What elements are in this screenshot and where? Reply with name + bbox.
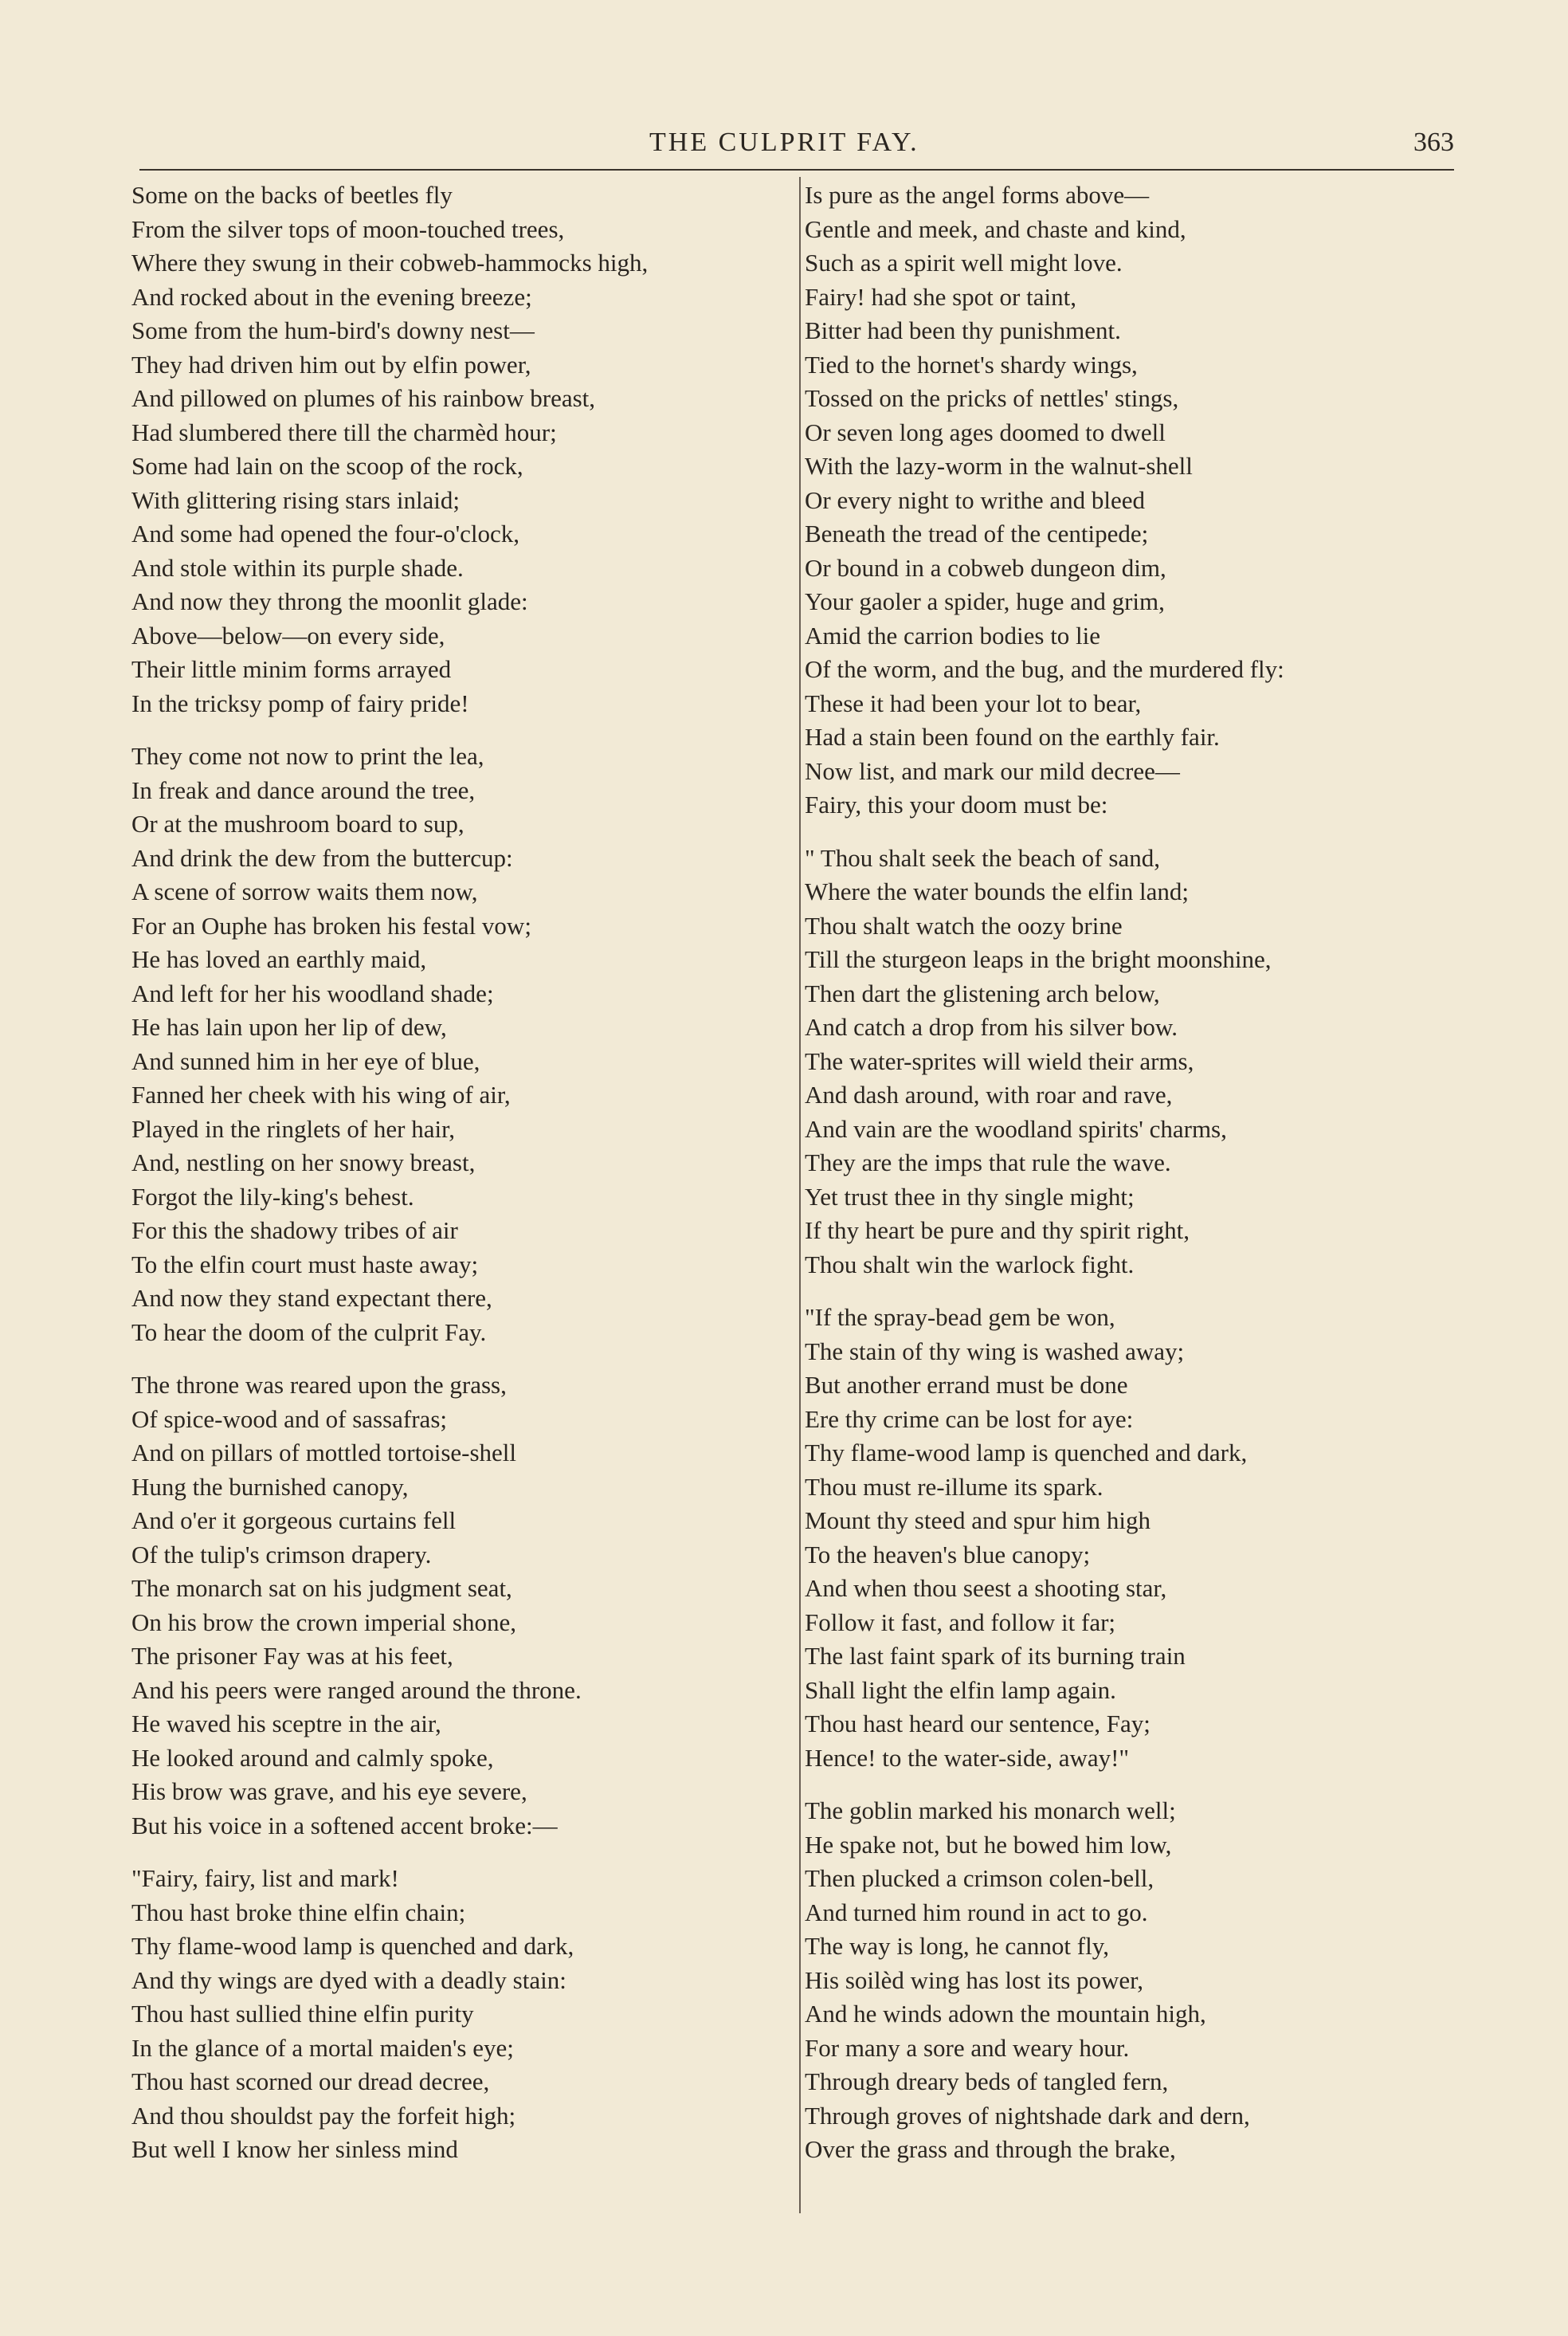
stanza xyxy=(131,1862,801,2167)
verse-line: He has lain upon her lip of dew, xyxy=(131,1013,447,1041)
verse-line: His soilèd wing has lost its power, xyxy=(805,1965,1143,1994)
verse-line: For an Ouphe has broken his festal vow; xyxy=(131,911,531,940)
verse-line: The last faint spark of its burning train xyxy=(805,1642,1186,1670)
verse-line: Their little minim forms arrayed xyxy=(131,655,452,683)
verse-line: Amid the carrion bodies to lie xyxy=(805,621,1101,650)
verse-line: And some had opened the four-o'clock, xyxy=(131,520,520,548)
verse-line: Had slumbered there till the charmèd hour; xyxy=(131,418,557,446)
verse-line: Thou hast scorned our dread decree, xyxy=(131,2067,490,2095)
verse-line: Or seven long ages doomed to dwell xyxy=(805,418,1166,446)
verse-line: The throne was reared upon the grass, xyxy=(131,1371,507,1399)
verse-line: And turned him round in act to go. xyxy=(805,1898,1148,1926)
verse-line: From the silver tops of moon-touched trees, xyxy=(131,214,565,243)
verse-line: And he winds adown the mountain high, xyxy=(805,2000,1206,2028)
verse-line: And now they stand expectant there, xyxy=(131,1284,492,1312)
verse-line: Through groves of nightshade dark and dern, xyxy=(805,2101,1250,2130)
verse-line: Where they swung in their cobweb-hammocks high, xyxy=(131,249,649,277)
verse-line: Above—below—on every side, xyxy=(131,621,445,650)
verse-line: Tossed on the pricks of nettles' stings, xyxy=(805,384,1179,412)
verse-line: A scene of sorrow waits them now, xyxy=(131,877,478,905)
verse-line: But well I know her sinless mind xyxy=(131,2135,458,2163)
verse-line: Of spice-wood and of sassafras; xyxy=(131,1404,447,1433)
verse-line: Of the worm, and the bug, and the murdered fly: xyxy=(805,655,1284,683)
verse-line: Played in the ringlets of her hair, xyxy=(131,1114,455,1143)
verse-line: Thou hast sullied thine elfin purity xyxy=(131,2000,474,2028)
verse-line: Where the water bounds the elfin land; xyxy=(805,877,1190,905)
verse-line: And thou shouldst pay the forfeit high; xyxy=(131,2101,516,2130)
verse-line: For many a sore and weary hour. xyxy=(805,2033,1130,2062)
verse-line: But his voice in a softened accent broke:— xyxy=(131,1811,558,1839)
verse-line: Of the tulip's crimson drapery. xyxy=(131,1540,432,1568)
verse-line: And sunned him in her eye of blue, xyxy=(131,1046,480,1075)
verse-line: Or every night to writhe and bleed xyxy=(805,485,1145,514)
verse-line: These it had been your lot to bear, xyxy=(805,689,1142,717)
verse-line: Now list, and mark our mild decree— xyxy=(805,756,1180,785)
verse-line: In freak and dance around the tree, xyxy=(131,775,476,804)
verse-line: And left for her his woodland shade; xyxy=(131,979,494,1007)
verse-line: They come not now to print the lea, xyxy=(131,742,484,770)
verse-line: Fairy! had she spot or taint, xyxy=(805,282,1076,311)
verse-line: Thy flame-wood lamp is quenched and dark, xyxy=(805,1439,1248,1466)
verse-line: Hung the burnished canopy, xyxy=(131,1472,409,1501)
stanza xyxy=(131,1368,801,1843)
right-column xyxy=(805,179,1466,2186)
stanza xyxy=(131,179,801,720)
verse-line: Gentle and meek, and chaste and kind, xyxy=(805,214,1186,243)
verse-line: Over the grass and through the brake, xyxy=(805,2135,1176,2163)
verse-line: The goblin marked his monarch well; xyxy=(805,1796,1176,1824)
verse-line: The prisoner Fay was at his feet, xyxy=(131,1642,453,1670)
left-column xyxy=(131,179,801,2186)
stanza xyxy=(131,740,801,1349)
verse-line: Thy flame-wood lamp is quenched and dark, xyxy=(131,1932,574,1960)
verse-line: And dash around, with roar and rave, xyxy=(805,1081,1173,1109)
verse-line: With glittering rising stars inlaid; xyxy=(131,485,461,514)
verse-line: To the heaven's blue canopy; xyxy=(805,1540,1091,1568)
verse-line: Then dart the glistening arch below, xyxy=(805,979,1160,1007)
verse-line: He waved his sceptre in the air, xyxy=(131,1710,441,1737)
verse-line: He spake not, but he bowed him low, xyxy=(805,1830,1172,1859)
verse-line: Fairy, this your doom must be: xyxy=(805,791,1108,819)
verse-line: Through dreary beds of tangled fern, xyxy=(805,2067,1169,2095)
verse-line: " Thou shalt seek the beach of sand, xyxy=(805,843,1160,872)
stanza xyxy=(805,1794,1466,2167)
verse-line: He looked around and calmly spoke, xyxy=(131,1743,494,1772)
verse-line: For this the shadowy tribes of air xyxy=(131,1216,458,1244)
stanza xyxy=(805,179,1466,823)
verse-line: And thy wings are dyed with a deadly stain: xyxy=(131,1965,566,1994)
verse-line: Shall light the elfin lamp again. xyxy=(805,1675,1116,1704)
verse-line: And, nestling on her snowy breast, xyxy=(131,1148,476,1176)
verse-line: Bitter had been thy punishment. xyxy=(805,316,1121,344)
verse-line: Or at the mushroom board to sup, xyxy=(131,810,465,838)
verse-line: Till the sturgeon leaps in the bright moonshine, xyxy=(805,945,1272,973)
stanza xyxy=(805,842,1466,1282)
verse-line: In the glance of a mortal maiden's eye; xyxy=(131,2033,514,2062)
verse-line: And now they throng the moonlit glade: xyxy=(131,587,528,615)
verse-line: The monarch sat on his judgment seat, xyxy=(131,1574,512,1602)
verse-line: And his peers were ranged around the throne. xyxy=(131,1675,582,1704)
verse-line: And on pillars of mottled tortoise-shell xyxy=(131,1439,517,1466)
verse-line: Thou shalt watch the oozy brine xyxy=(805,911,1123,940)
verse-line: Your gaoler a spider, huge and grim, xyxy=(805,587,1165,615)
verse-line: If thy heart be pure and thy spirit right, xyxy=(805,1216,1190,1244)
verse-line: Such as a spirit well might love. xyxy=(805,249,1123,277)
verse-line: Some had lain on the scoop of the rock, xyxy=(131,452,523,480)
verse-line: Some from the hum-bird's downy nest— xyxy=(131,316,535,344)
verse-line: "Fairy, fairy, list and mark! xyxy=(131,1864,399,1892)
verse-line: To hear the doom of the culprit Fay. xyxy=(131,1317,487,1346)
verse-line: And rocked about in the evening breeze; xyxy=(131,282,532,311)
verse-line: Thou hast broke thine elfin chain; xyxy=(131,1898,466,1926)
verse-line: Thou shalt win the warlock fight. xyxy=(805,1250,1135,1278)
verse-line: Mount thy steed and spur him high xyxy=(805,1506,1151,1534)
verse-line: Is pure as the angel forms above— xyxy=(805,181,1150,209)
verse-line: With the lazy-worm in the walnut-shell xyxy=(805,452,1193,480)
verse-line: "If the spray-bead gem be won, xyxy=(805,1303,1115,1331)
verse-line: The stain of thy wing is washed away; xyxy=(805,1337,1185,1365)
verse-line: Forgot the lily-king's behest. xyxy=(131,1182,414,1211)
verse-line: On his brow the crown imperial shone, xyxy=(131,1608,516,1636)
verse-line: But another errand must be done xyxy=(805,1371,1128,1399)
verse-line: The way is long, he cannot fly, xyxy=(805,1932,1109,1960)
verse-line: And drink the dew from the buttercup: xyxy=(131,843,513,872)
verse-line: He has loved an earthly maid, xyxy=(131,945,427,973)
verse-line: To the elfin court must haste away; xyxy=(131,1250,479,1278)
verse-line: Fanned her cheek with his wing of air, xyxy=(131,1081,511,1109)
verse-line: Ere thy crime can be lost for aye: xyxy=(805,1404,1134,1433)
verse-line: Thou hast heard our sentence, Fay; xyxy=(805,1710,1151,1737)
verse-line: And pillowed on plumes of his rainbow breast, xyxy=(131,384,596,412)
verse-line: His brow was grave, and his eye severe, xyxy=(131,1777,527,1805)
page-number: 363 xyxy=(1413,128,1454,157)
verse-line: Thou must re-illume its spark. xyxy=(805,1472,1103,1501)
verse-line: Had a stain been found on the earthly fair. xyxy=(805,723,1220,751)
verse-line: Beneath the tread of the centipede; xyxy=(805,520,1149,548)
verse-line: Yet trust thee in thy single might; xyxy=(805,1182,1135,1211)
verse-line: Tied to the hornet's shardy wings, xyxy=(805,350,1138,379)
verse-line: And stole within its purple shade. xyxy=(131,553,464,582)
verse-line: And o'er it gorgeous curtains fell xyxy=(131,1506,457,1534)
verse-line: In the tricksy pomp of fairy pride! xyxy=(131,689,469,717)
header-rule xyxy=(139,169,1454,171)
verse-line: Some on the backs of beetles fly xyxy=(131,181,453,209)
verse-line: Follow it fast, and follow it far; xyxy=(805,1608,1116,1636)
verse-line: Hence! to the water-side, away!" xyxy=(805,1743,1130,1772)
verse-line: Then plucked a crimson colen-bell, xyxy=(805,1864,1154,1892)
verse-line: They had driven him out by elfin power, xyxy=(131,350,531,379)
stanza xyxy=(805,1301,1466,1775)
verse-line: Or bound in a cobweb dungeon dim, xyxy=(805,553,1166,582)
verse-line: And catch a drop from his silver bow. xyxy=(805,1013,1178,1041)
running-title: THE CULPRIT FAY. xyxy=(649,128,919,157)
verse-line: And vain are the woodland spirits' charms, xyxy=(805,1114,1227,1143)
verse-line: They are the imps that rule the wave. xyxy=(805,1148,1171,1176)
verse-line: The water-sprites will wield their arms, xyxy=(805,1046,1194,1075)
page-header xyxy=(139,128,1454,169)
verse-line: And when thou seest a shooting star, xyxy=(805,1574,1167,1602)
